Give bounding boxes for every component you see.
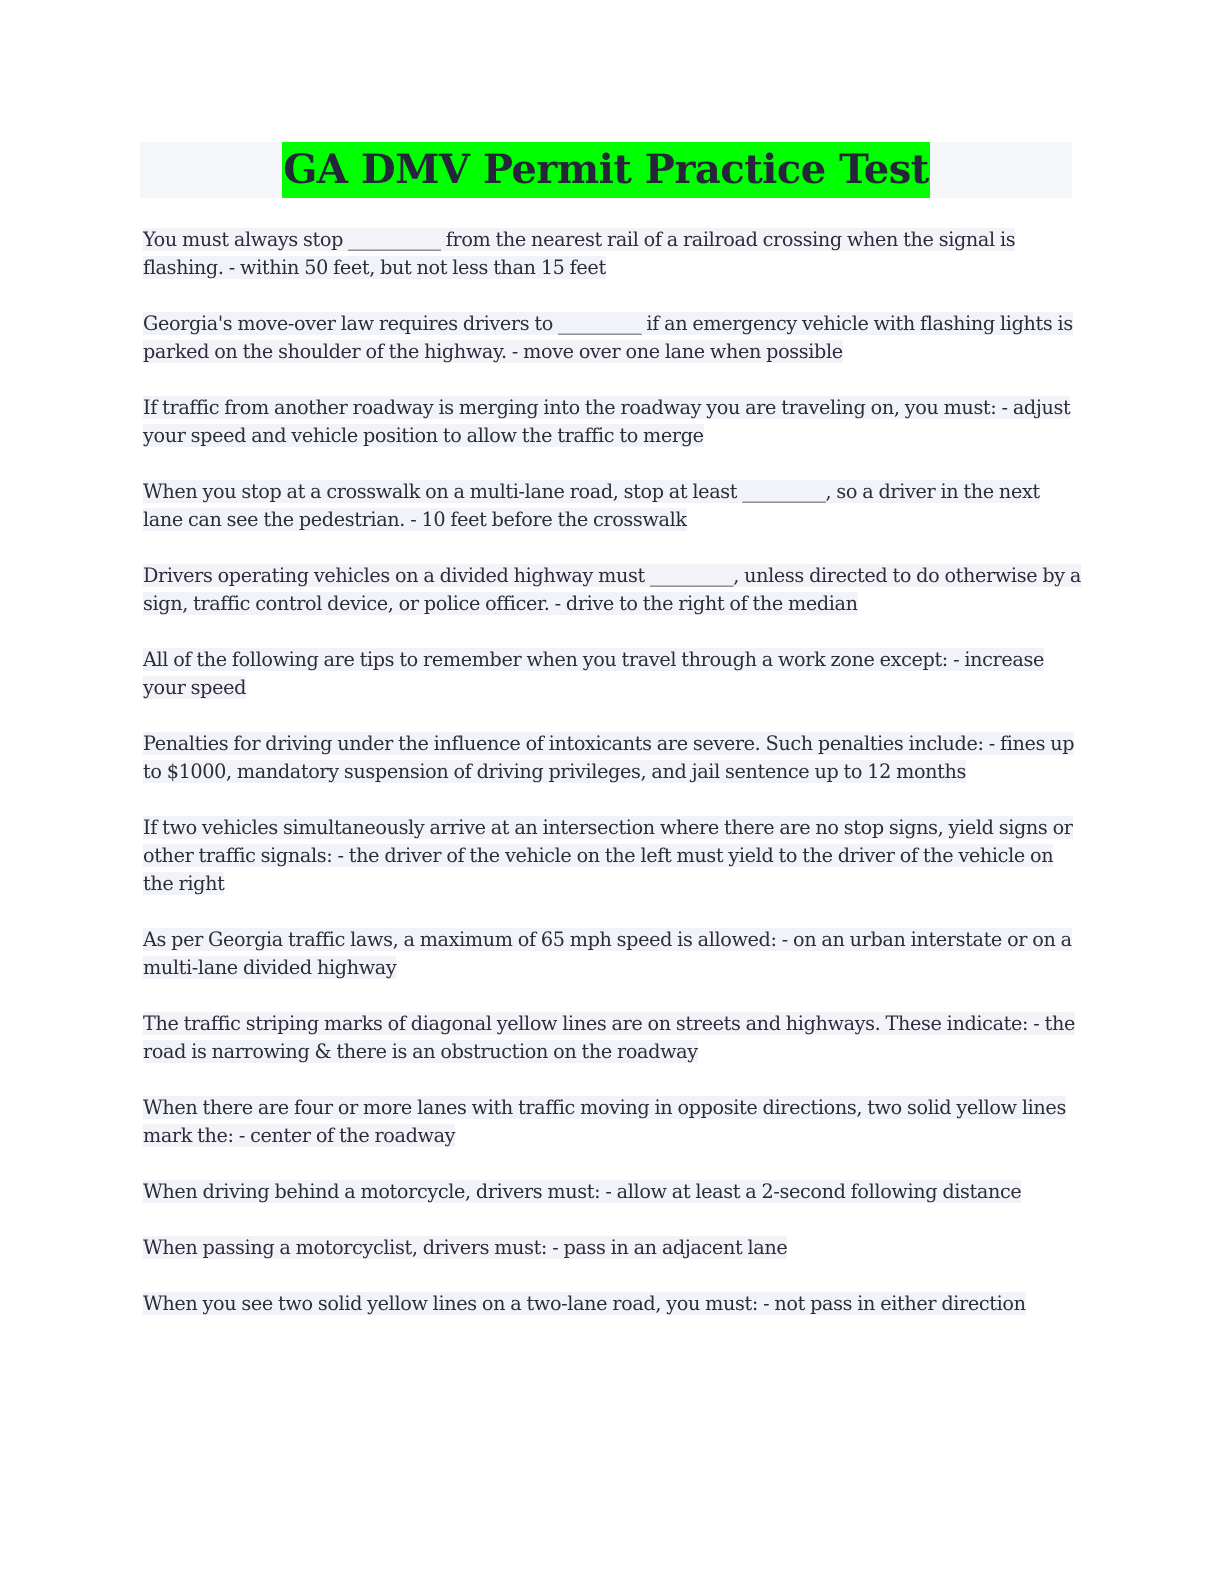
qa-text: Georgia's move-over law requires drivers to _________ if an emergency vehicle with flashing lights is parked on the shoulder of the highway. - move over one lane when possible <box>143 312 1073 363</box>
qa-item <box>143 926 1083 982</box>
qa-item <box>143 1178 1083 1206</box>
qa-item <box>143 1234 1083 1262</box>
qa-item <box>143 310 1083 366</box>
qa-text: When driving behind a motorcycle, drivers must: - allow at least a 2-second following distance <box>143 1180 1022 1203</box>
qa-text: When passing a motorcyclist, drivers must: - pass in an adjacent lane <box>143 1236 788 1259</box>
qa-text: As per Georgia traffic laws, a maximum of 65 mph speed is allowed: - on an urban interstate or on a multi-lane divided highway <box>143 928 1072 979</box>
qa-text: When you stop at a crosswalk on a multi-lane road, stop at least _________, so a driver in the next lane can see the pedestrian. - 10 feet before the crosswalk <box>143 480 1040 531</box>
title-bar <box>140 142 1072 198</box>
qa-item <box>143 1094 1083 1150</box>
qa-item <box>143 394 1083 450</box>
qa-item <box>143 562 1083 618</box>
qa-text: All of the following are tips to remember when you travel through a work zone except: - increase your speed <box>143 648 1044 699</box>
qa-text: Penalties for driving under the influence of intoxicants are severe. Such penalties include: - fines up to $1000, mandatory suspension of driving privileges, and jail sentence up to 12 months <box>143 732 1075 783</box>
qa-item <box>143 814 1083 898</box>
qa-text: When you see two solid yellow lines on a two-lane road, you must: - not pass in either direction <box>143 1292 1026 1315</box>
qa-text: You must always stop __________ from the nearest rail of a railroad crossing when the signal is flashing. - within 50 feet, but not less than 15 feet <box>143 228 1016 279</box>
qa-item <box>143 730 1083 786</box>
qa-item <box>143 646 1083 702</box>
qa-item <box>143 1010 1083 1066</box>
qa-item <box>143 478 1083 534</box>
qa-item <box>143 226 1083 282</box>
page-title: GA DMV Permit Practice Test <box>282 142 929 198</box>
qa-item <box>143 1290 1083 1318</box>
qa-text: If two vehicles simultaneously arrive at an intersection where there are no stop signs, yield signs or other traffic signals: - the driver of the vehicle on the left must yield to the driver of the vehicle on the right <box>143 816 1073 895</box>
qa-text: The traffic striping marks of diagonal yellow lines are on streets and highways. These indicate: - the road is narrowing & there is an obstruction on the roadway <box>143 1012 1075 1063</box>
qa-list <box>143 226 1083 1346</box>
qa-text: If traffic from another roadway is merging into the roadway you are traveling on, you must: - adjust your speed and vehicle position to allow the traffic to merge <box>143 396 1071 447</box>
qa-text: Drivers operating vehicles on a divided highway must _________, unless directed to do otherwise by a sign, traffic control device, or police officer. - drive to the right of the median <box>143 564 1082 615</box>
qa-text: When there are four or more lanes with traffic moving in opposite directions, two solid yellow lines mark the: - center of the roadway <box>143 1096 1066 1147</box>
